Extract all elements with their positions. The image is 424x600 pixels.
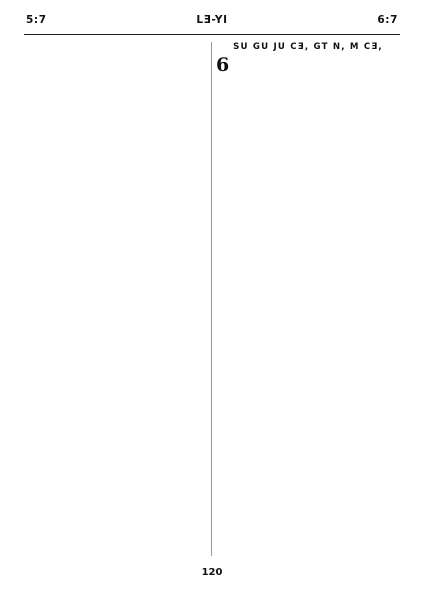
- running-header: [24, 8, 400, 35]
- section-heading: SU GU JU CƎ, GT N, M CƎ,: [233, 42, 383, 52]
- chapter-number: 6: [216, 54, 230, 77]
- left-text-column: [24, 40, 208, 560]
- header-left-reference: 5:7: [26, 14, 47, 26]
- header-book-title: LƎ-YI: [196, 14, 228, 26]
- page-number: 120: [201, 567, 223, 578]
- column-divider: [211, 42, 212, 556]
- header-right-reference: 6:7: [377, 14, 398, 26]
- right-text-column: [216, 40, 400, 560]
